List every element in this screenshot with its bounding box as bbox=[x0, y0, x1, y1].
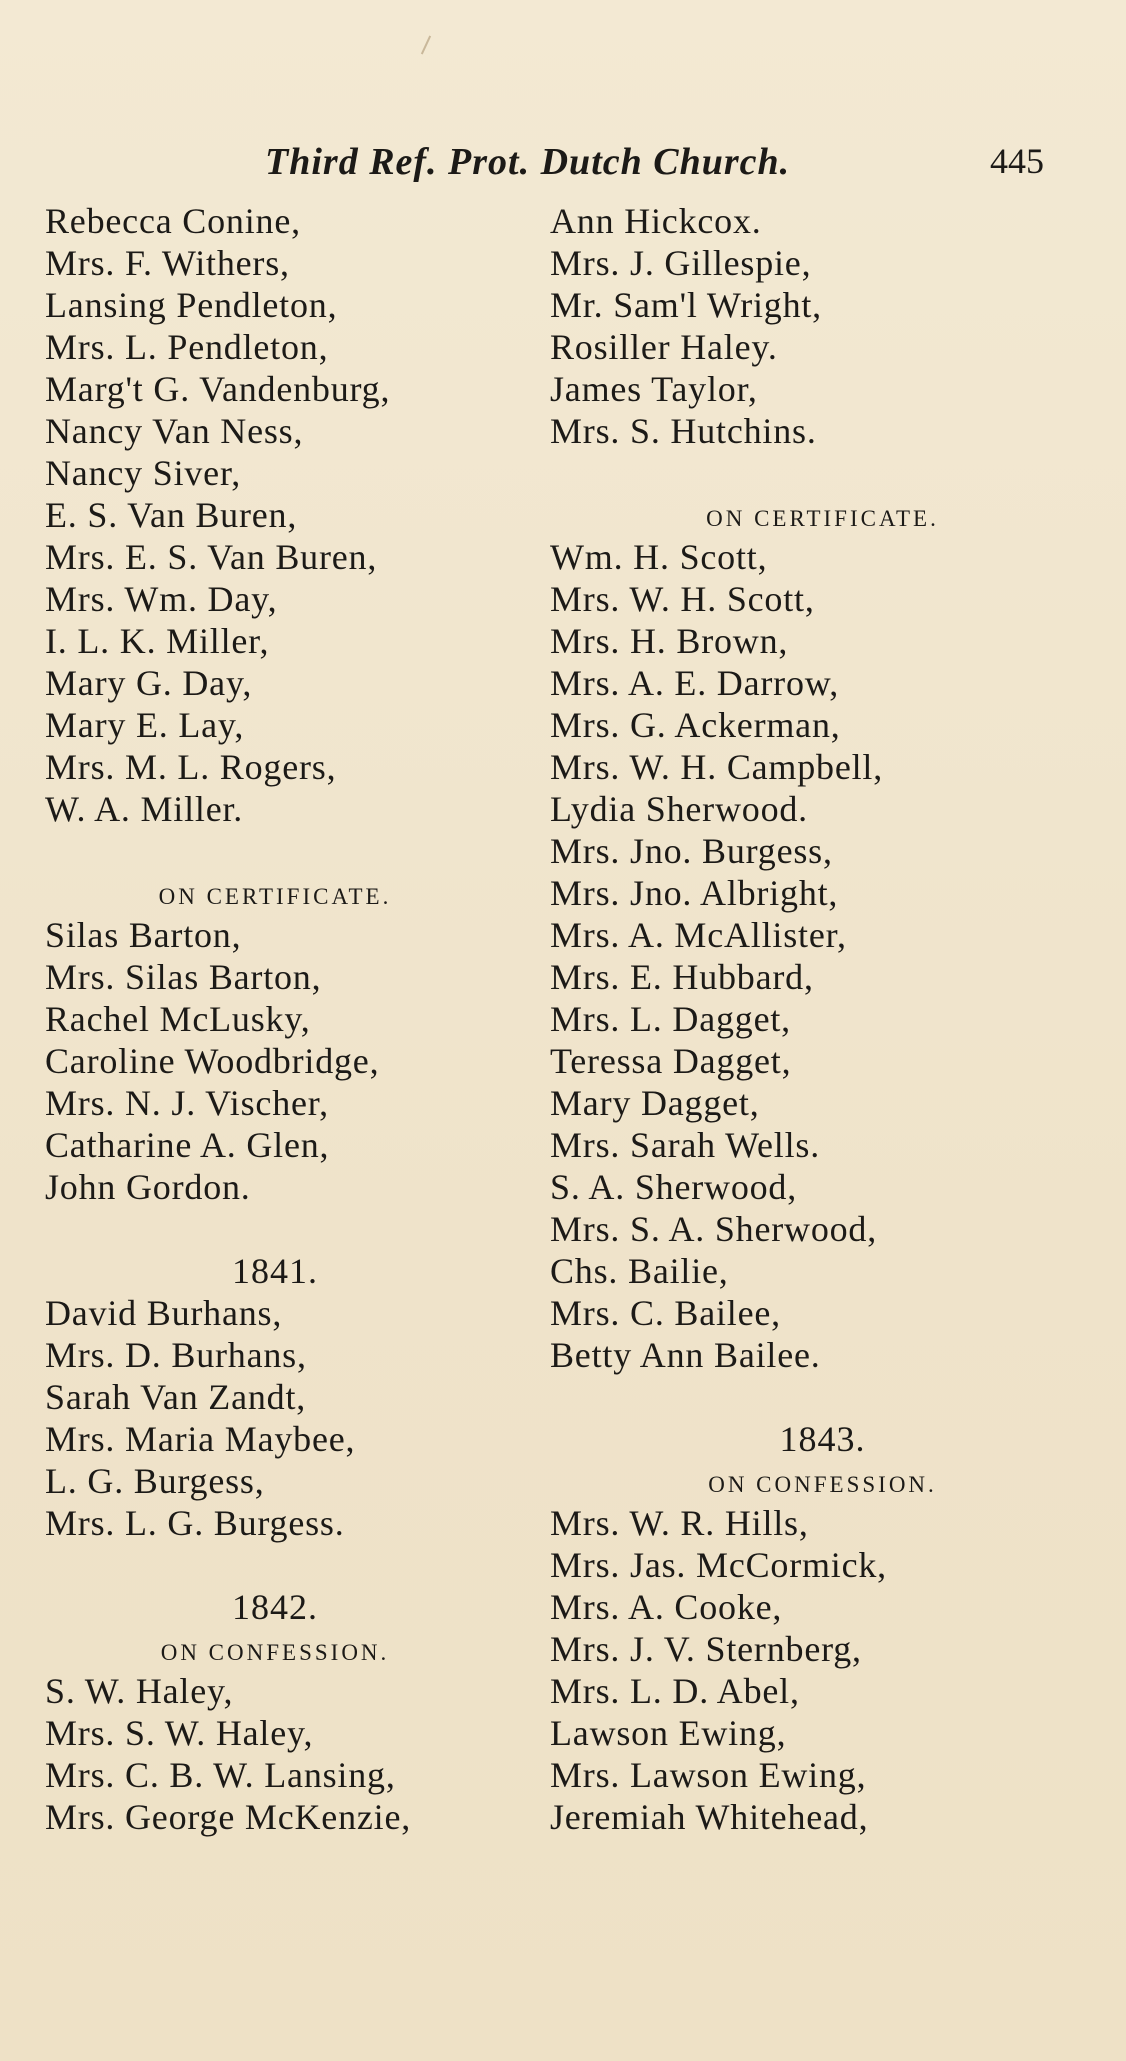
member-name: Chs. Bailie, bbox=[550, 1251, 729, 1291]
member-name: Mrs. George McKenzie, bbox=[45, 1797, 412, 1837]
member-name: Mrs. A. E. Darrow, bbox=[550, 663, 840, 703]
section-heading: ON CERTIFICATE. bbox=[706, 506, 939, 531]
member-name: Nancy Siver, bbox=[45, 453, 242, 493]
member-name: Mrs. Jno. Burgess, bbox=[550, 831, 833, 871]
member-name: Lansing Pendleton, bbox=[45, 285, 338, 325]
member-list bbox=[550, 200, 1095, 452]
paper-mark bbox=[421, 36, 431, 55]
member-name: John Gordon. bbox=[45, 1167, 251, 1207]
member-name: Mrs. Sarah Wells. bbox=[550, 1125, 821, 1165]
member-name: Sarah Van Zandt, bbox=[45, 1377, 307, 1417]
member-name: I. L. K. Miller, bbox=[45, 621, 270, 661]
member-name: Mrs. S. W. Haley, bbox=[45, 1713, 314, 1753]
member-name: Mrs. S. Hutchins. bbox=[550, 411, 817, 451]
member-name: Wm. H. Scott, bbox=[550, 537, 768, 577]
member-name: Mrs. G. Ackerman, bbox=[550, 705, 841, 745]
member-name: Mr. Sam'l Wright, bbox=[550, 285, 822, 325]
member-name: Mary G. Day, bbox=[45, 663, 253, 703]
member-name: Mrs. S. A. Sherwood, bbox=[550, 1209, 878, 1249]
member-name: Mary Dagget, bbox=[550, 1083, 760, 1123]
member-name: Ann Hickcox. bbox=[550, 201, 762, 241]
member-name: Mrs. C. B. W. Lansing, bbox=[45, 1755, 396, 1795]
member-name: W. A. Miller. bbox=[45, 789, 244, 829]
member-list bbox=[45, 1670, 505, 1838]
member-name: Silas Barton, bbox=[45, 915, 242, 955]
member-list bbox=[45, 1292, 505, 1544]
member-name: S. W. Haley, bbox=[45, 1671, 234, 1711]
member-name: Mary E. Lay, bbox=[45, 705, 245, 745]
member-name: Catharine A. Glen, bbox=[45, 1125, 330, 1165]
member-name: Mrs. N. J. Vischer, bbox=[45, 1083, 329, 1123]
member-name: Mrs. J. V. Sternberg, bbox=[550, 1629, 862, 1669]
member-name: Mrs. M. L. Rogers, bbox=[45, 747, 337, 787]
right-column bbox=[550, 200, 1095, 1838]
member-name: Mrs. H. Brown, bbox=[550, 621, 789, 661]
member-name: Mrs. C. Bailee, bbox=[550, 1293, 781, 1333]
member-name: James Taylor, bbox=[550, 369, 758, 409]
member-name: Nancy Van Ness, bbox=[45, 411, 304, 451]
member-list bbox=[550, 1502, 1095, 1838]
member-name: Mrs. Jno. Albright, bbox=[550, 873, 839, 913]
member-name: Betty Ann Bailee. bbox=[550, 1335, 821, 1375]
member-name: Mrs. L. D. Abel, bbox=[550, 1671, 800, 1711]
member-name: Mrs. A. McAllister, bbox=[550, 915, 847, 955]
section-heading: ON CONFESSION. bbox=[708, 1472, 937, 1497]
year-heading: 1842. bbox=[232, 1587, 318, 1627]
member-name: Jeremiah Whitehead, bbox=[550, 1797, 869, 1837]
member-name: Lawson Ewing, bbox=[550, 1713, 787, 1753]
member-name: Teressa Dagget, bbox=[550, 1041, 792, 1081]
member-list bbox=[45, 200, 505, 830]
member-list bbox=[45, 914, 505, 1208]
member-name: E. S. Van Buren, bbox=[45, 495, 298, 535]
page-number: 445 bbox=[990, 141, 1044, 181]
member-name: Mrs. L. G. Burgess. bbox=[45, 1503, 345, 1543]
member-name: Mrs. F. Withers, bbox=[45, 243, 290, 283]
member-name: Marg't G. Vandenburg, bbox=[45, 369, 391, 409]
member-name: Mrs. J. Gillespie, bbox=[550, 243, 812, 283]
member-name: Mrs. W. H. Campbell, bbox=[550, 747, 884, 787]
member-name: Caroline Woodbridge, bbox=[45, 1041, 380, 1081]
member-name: Mrs. Lawson Ewing, bbox=[550, 1755, 867, 1795]
member-name: David Burhans, bbox=[45, 1293, 283, 1333]
member-name: Mrs. D. Burhans, bbox=[45, 1335, 307, 1375]
member-name: Mrs. Wm. Day, bbox=[45, 579, 278, 619]
member-name: Mrs. Silas Barton, bbox=[45, 957, 322, 997]
section-heading: ON CONFESSION. bbox=[160, 1640, 390, 1665]
member-name: Mrs. E. Hubbard, bbox=[550, 957, 814, 997]
member-name: Mrs. L. Pendleton, bbox=[45, 327, 329, 367]
left-column bbox=[45, 200, 505, 1838]
member-name: S. A. Sherwood, bbox=[550, 1167, 798, 1207]
section-heading: ON CERTIFICATE. bbox=[158, 884, 392, 909]
member-name: Mrs. L. Dagget, bbox=[550, 999, 791, 1039]
member-name: Mrs. W. R. Hills, bbox=[550, 1503, 809, 1543]
member-name: L. G. Burgess, bbox=[45, 1461, 265, 1501]
member-list bbox=[550, 536, 1095, 1376]
year-heading: 1843. bbox=[779, 1419, 866, 1459]
member-name: Mrs. E. S. Van Buren, bbox=[45, 537, 378, 577]
member-name: Mrs. A. Cooke, bbox=[550, 1587, 783, 1627]
page-header bbox=[0, 140, 1126, 190]
member-name: Lydia Sherwood. bbox=[550, 789, 808, 829]
member-name: Rosiller Haley. bbox=[550, 327, 778, 367]
member-name: Rebecca Conine, bbox=[45, 201, 301, 241]
member-name: Mrs. Maria Maybee, bbox=[45, 1419, 356, 1459]
member-name: Mrs. W. H. Scott, bbox=[550, 579, 815, 619]
year-heading: 1841. bbox=[232, 1251, 318, 1291]
member-name: Mrs. Jas. McCormick, bbox=[550, 1545, 887, 1585]
member-name: Rachel McLusky, bbox=[45, 999, 311, 1039]
running-title: Third Ref. Prot. Dutch Church. bbox=[265, 141, 791, 183]
